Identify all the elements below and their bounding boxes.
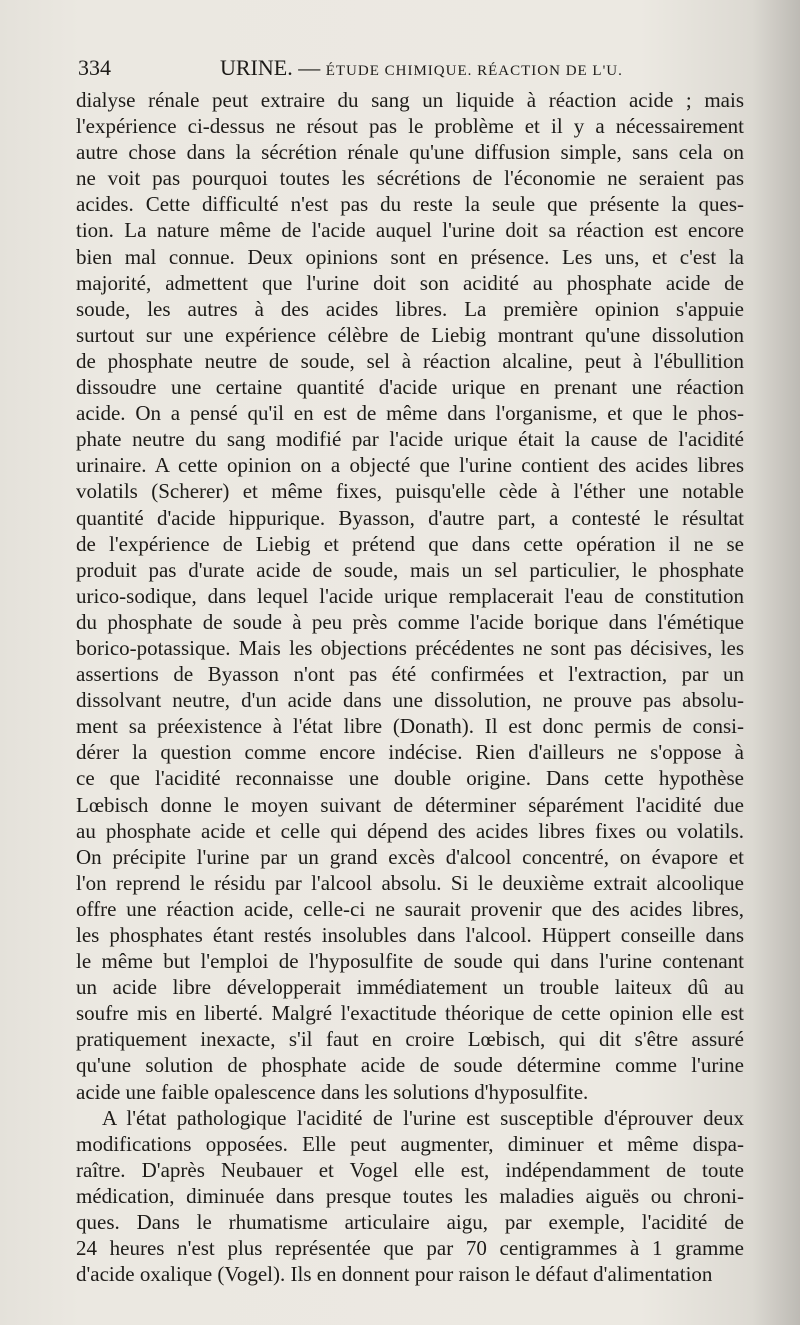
page-number: 334 (78, 55, 111, 80)
text-line: majorité, admettent que l'urine doit son acidité au phosphate acide de (76, 270, 744, 295)
text-line: pratiquement inexacte, s'il faut en croire Lœbisch, qui dit s'être assuré (76, 1027, 744, 1052)
text-line: surtout sur une expérience célèbre de Liebig montrant qu'une dissolution (76, 322, 744, 347)
text-line: volatils (Scherer) et même fixes, puisqu'elle cède à l'éther une notable (76, 479, 744, 504)
text-line: ne voit pas pourquoi toutes les sécrétions de l'économie ne seraient pas (76, 166, 744, 191)
text-line: de phosphate neutre de soude, sel à réaction alcaline, peut à l'ébullition (76, 348, 744, 373)
running-title-section: ÉTUDE CHIMIQUE. RÉACTION DE L'U. (325, 63, 623, 79)
text-line: dialyse rénale peut extraire du sang un liquide à réaction acide ; mais (76, 88, 744, 112)
text-line: produit pas d'urate acide de soude, mais un sel particulier, le phosphate (76, 557, 744, 582)
text-line: qu'une solution de phosphate acide de soude détermine comme l'urine (76, 1053, 744, 1078)
text-line: soude, les autres à des acides libres. La première opinion s'appuie (76, 296, 744, 321)
text-line: de l'expérience de Liebig et prétend que dans cette opération il ne se (76, 531, 744, 556)
running-title-main: URINE. (220, 55, 293, 80)
text-line: l'on reprend le résidu par l'alcool absolu. Si le deuxième extrait alcoolique (76, 870, 744, 895)
text-line: 24 heures n'est plus représentée que par 70 centigrammes à 1 gramme (76, 1236, 744, 1261)
text-line: du phosphate de soude à peu près comme l'acide borique dans l'émétique (76, 609, 744, 634)
body-text (76, 87, 744, 1287)
text-line: l'expérience ci-dessus ne résout pas le problème et il y a nécessairement (76, 114, 744, 139)
text-line: bien mal connue. Deux opinions sont en présence. Les uns, et c'est la (76, 244, 744, 269)
text-line: médication, diminuée dans presque toutes les maladies aiguës ou chroni- (76, 1183, 744, 1208)
text-line: soufre mis en liberté. Malgré l'exactitude théorique de cette opinion elle est (76, 1001, 744, 1026)
text-line: modifications opposées. Elle peut augmenter, diminuer et même dispa- (76, 1131, 744, 1156)
text-line: acide. On a pensé qu'il en est de même dans l'organisme, et que le phos- (76, 401, 744, 426)
text-line: urinaire. A cette opinion on a objecté que l'urine contient des acides libres (76, 453, 744, 478)
text-line: le même but l'emploi de l'hyposulfite de soude qui dans l'urine contenant (76, 949, 744, 974)
text-line: assertions de Byasson n'ont pas été confirmées et l'extraction, par un (76, 662, 744, 687)
text-line: au phosphate acide et celle qui dépend des acides libres fixes ou volatils. (76, 818, 744, 843)
text-line: raître. D'après Neubauer et Vogel elle est, indépendamment de toute (76, 1157, 744, 1182)
text-line: autre chose dans la sécrétion rénale qu'une diffusion simple, sans cela on (76, 140, 744, 165)
paragraph (76, 87, 744, 1105)
text-line: urico-sodique, dans lequel l'acide urique remplacerait l'eau de constitution (76, 583, 744, 608)
text-line: A l'état pathologique l'acidité de l'urine est susceptible d'éprouver deux (102, 1105, 744, 1130)
text-line: On précipite l'urine par un grand excès d'alcool concentré, on évapore et (76, 844, 744, 869)
text-line: ce que l'acidité reconnaisse une double origine. Dans cette hypothèse (76, 766, 744, 791)
text-line: d'acide oxalique (Vogel). Ils en donnent pour raison le défaut d'alimentation (76, 1262, 713, 1287)
text-line: phate neutre du sang modifié par l'acide urique était la cause de l'acidité (76, 427, 744, 452)
text-line: acide une faible opalescence dans les solutions d'hyposulfite. (76, 1079, 589, 1104)
text-line: un acide libre développerait immédiatement un trouble laiteux dû au (76, 975, 744, 1000)
text-line: tion. La nature même de l'acide auquel l'urine doit sa réaction est encore (76, 218, 744, 243)
text-line: ment sa préexistence à l'état libre (Donath). Il est donc permis de consi- (76, 714, 744, 739)
text-line: offre une réaction acide, celle-ci ne saurait provenir que des acides libres, (76, 896, 744, 921)
text-line: Lœbisch donne le moyen suivant de déterminer séparément l'acidité due (76, 792, 744, 817)
text-line: acides. Cette difficulté n'est pas du reste la seule que présente la ques- (76, 192, 744, 217)
text-line: dérer la question comme encore indécise. Rien d'ailleurs ne s'oppose à (76, 740, 744, 765)
running-title-separator: — (298, 55, 321, 80)
running-title (220, 55, 623, 81)
text-line: ques. Dans le rhumatisme articulaire aigu, par exemple, l'acidité de (76, 1210, 744, 1235)
running-header (78, 55, 748, 85)
text-line: dissoudre une certaine quantité d'acide urique en prenant une réaction (76, 375, 744, 400)
text-line: borico-potassique. Mais les objections précédentes ne sont pas décisives, les (76, 635, 744, 660)
text-line: dissolvant neutre, d'un acide dans une dissolution, ne prouve pas absolu- (76, 688, 744, 713)
text-line: quantité d'acide hippurique. Byasson, d'autre part, a contesté le résultat (76, 505, 744, 530)
text-line: les phosphates étant restés insolubles dans l'alcool. Hüppert conseille dans (76, 923, 744, 947)
paragraph (76, 1105, 744, 1288)
